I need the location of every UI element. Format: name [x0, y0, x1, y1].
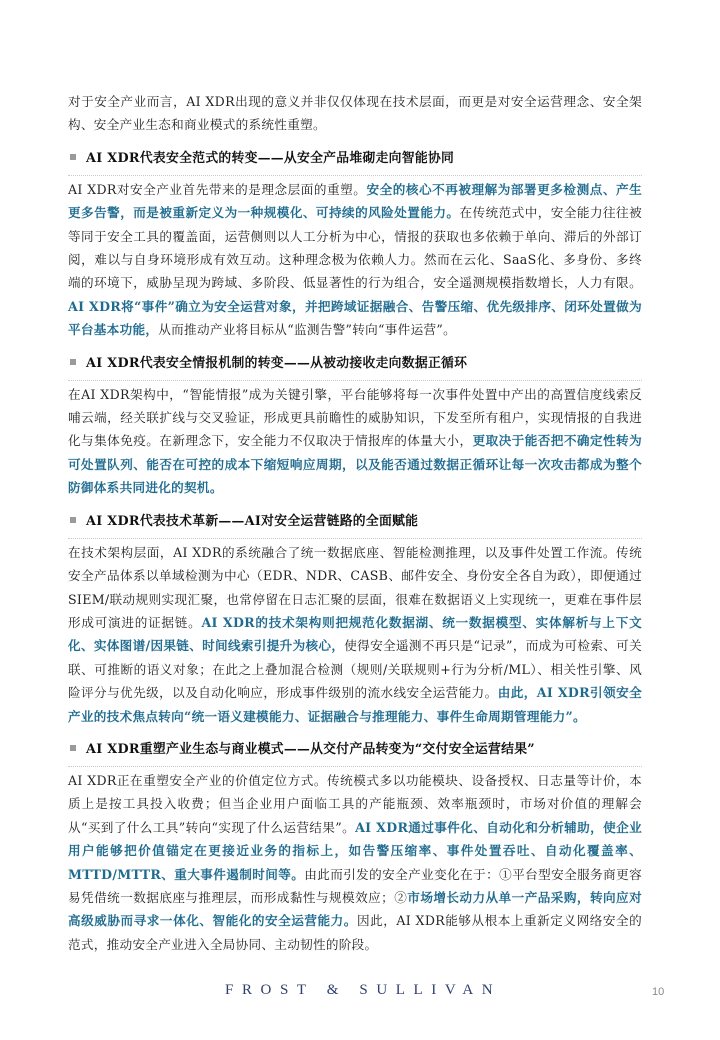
frost-sullivan-logo: FROST & SULLIVAN: [225, 982, 502, 998]
section-heading-text: AI XDR代表安全情报机制的转变——从被动接收走向数据正循环: [86, 356, 468, 372]
heading-divider: [68, 175, 642, 176]
square-bullet-icon: [70, 745, 76, 751]
section-heading-text: AI XDR代表技术革新——AI对安全运营链路的全面赋能: [86, 514, 419, 530]
body-text: 由此而引发的安全产业变化在于：①平台型安全服务商更容易凭借统一数据底座与推理层，而形成黏性与规模效应；②: [68, 866, 642, 905]
body-text: AI XDR正在重塑安全产业的价值定位方式。传统模式多以功能模块、设备授权、日志量等计价，本质上是按工具投入收费；但当企业用户面临工具的产能瓶颈、效率瓶颈时，市场对价值的理解会从“买到了什么工具”转向“实现了什么运营结果”。: [68, 772, 642, 835]
highlighted-text: AI XDR的技术架构则把规范化数据湖、统一数据模型、实体解析与上下文化、实体图谱/因果链、时间线索引提升为核心，: [68, 614, 642, 654]
body-text: 从而推动产业将目标从“监测告警”转向“事件运营”。: [158, 322, 456, 338]
section-heading-text: AI XDR重塑产业生态与商业模式——从交付产品转变为“交付安全运营结果”: [86, 742, 535, 758]
section-heading-text: AI XDR代表安全范式的转变——从安全产品堆砌走向智能协同: [86, 151, 455, 167]
section-heading: [68, 143, 642, 171]
body-text: 使得安全遥测不再只是“记录”，而成为可检索、可关联、可推断的语义对象；在此之上叠加混合检测（规则/关联规则+行为分析/ML）、相关性引擎、风险评分与优先级，以及自动化响应，形成事件级别的流水线安全运营能力。: [68, 638, 642, 701]
square-bullet-icon: [70, 517, 76, 523]
section-paragraph: [68, 769, 642, 956]
body-text: 因此，AI XDR能够从根本上重新定义网络安全的范式，推动安全产业进入全局协同、主动韧性的阶段。: [68, 913, 642, 952]
highlighted-text: AI XDR通过事件化、自动化和分析辅助，使企业用户能够把价值锚定在更接近业务的指标上，如告警压缩率、事件处置吞吐、自动化覆盖率、MTTD/MTTR、重大事件遏制时间等。: [68, 819, 643, 882]
highlighted-text: 安全的核心不再被理解为部署更多检测点、产生更多告警，而是被重新定义为一种规模化、可持续的风险处置能力。: [68, 181, 642, 221]
section-heading: [68, 734, 642, 762]
page-number: 10: [652, 986, 665, 998]
heading-divider: [68, 538, 642, 539]
section-paragraph: [68, 178, 642, 342]
body-text: 在AI XDR架构中，“智能情报”成为关键引擎，平台能够将每一次事件处置中产出的高置信度线索反哺云端，经关联扩线与交叉验证，形成更具前瞻性的威胁知识，下发至所有租户，实现情报的自我进化与集体免疫。在新理念下，安全能力不仅取决于情报库的体量大小，: [68, 386, 642, 449]
sections-container: [68, 143, 642, 956]
body-text: 在传统范式中，安全能力往往被等同于安全工具的覆盖面，运营侧则以人工分析为中心，情报的获取也多依赖于单向、滞后的外部订阅，难以与自身环境形成有效互动。这种理念极为依赖人力。然而在云化、SaaS化、多身份、多终端的环境下，威胁呈现为跨域、多阶段、低显著性的行为组合，安全遥测规模指数增长，人力有限。: [68, 205, 642, 291]
square-bullet-icon: [70, 359, 76, 365]
highlighted-text: 市场增长动力从单一产品采购，转向应对高级威胁而寻求一体化、智能化的安全运营能力。: [68, 889, 642, 929]
highlighted-text: AI XDR将“事件”确立为安全运营对象，并把跨域证据融合、告警压缩、优先级排序、闭环处置做为平台基本功能，: [68, 298, 642, 338]
section-heading: [68, 506, 642, 534]
body-text: 在技术架构层面，AI XDR的系统融合了统一数据底座、智能检测推理，以及事件处置工作流。传统安全产品体系以单域检测为中心（EDR、NDR、CASB、邮件安全、身份安全各自为政），即便通过SIEM/联动规则实现汇聚，也常停留在日志汇聚的层面，很难在数据语义上实现统一，更难在事件层形成可演进的证据链。: [68, 544, 642, 630]
section-paragraph: [68, 541, 642, 728]
section-paragraph: [68, 383, 642, 500]
heading-divider: [68, 380, 642, 381]
square-bullet-icon: [70, 154, 76, 160]
highlighted-text: 更取决于能否把不确定性转为可处置队列、能否在可控的成本下缩短响应周期，以及能否通过数据正循环让每一次攻击都成为整个防御体系共同进化的契机。: [68, 433, 642, 496]
highlighted-text: 由此，AI XDR引领安全产业的技术焦点转向“统一语义建模能力、证据融合与推理能力、事件生命周期管理能力”。: [68, 685, 643, 724]
intro-paragraph: 对于安全产业而言，AI XDR出现的意义并非仅仅体现在技术层面，而更是对安全运营理念、安全架构、安全产业生态和商业模式的系统性重塑。: [68, 94, 642, 133]
heading-divider: [68, 766, 642, 767]
body-text: AI XDR对安全产业首先带来的是理念层面的重塑。: [68, 181, 367, 197]
report-body: [68, 90, 642, 956]
section-heading: [68, 348, 642, 376]
